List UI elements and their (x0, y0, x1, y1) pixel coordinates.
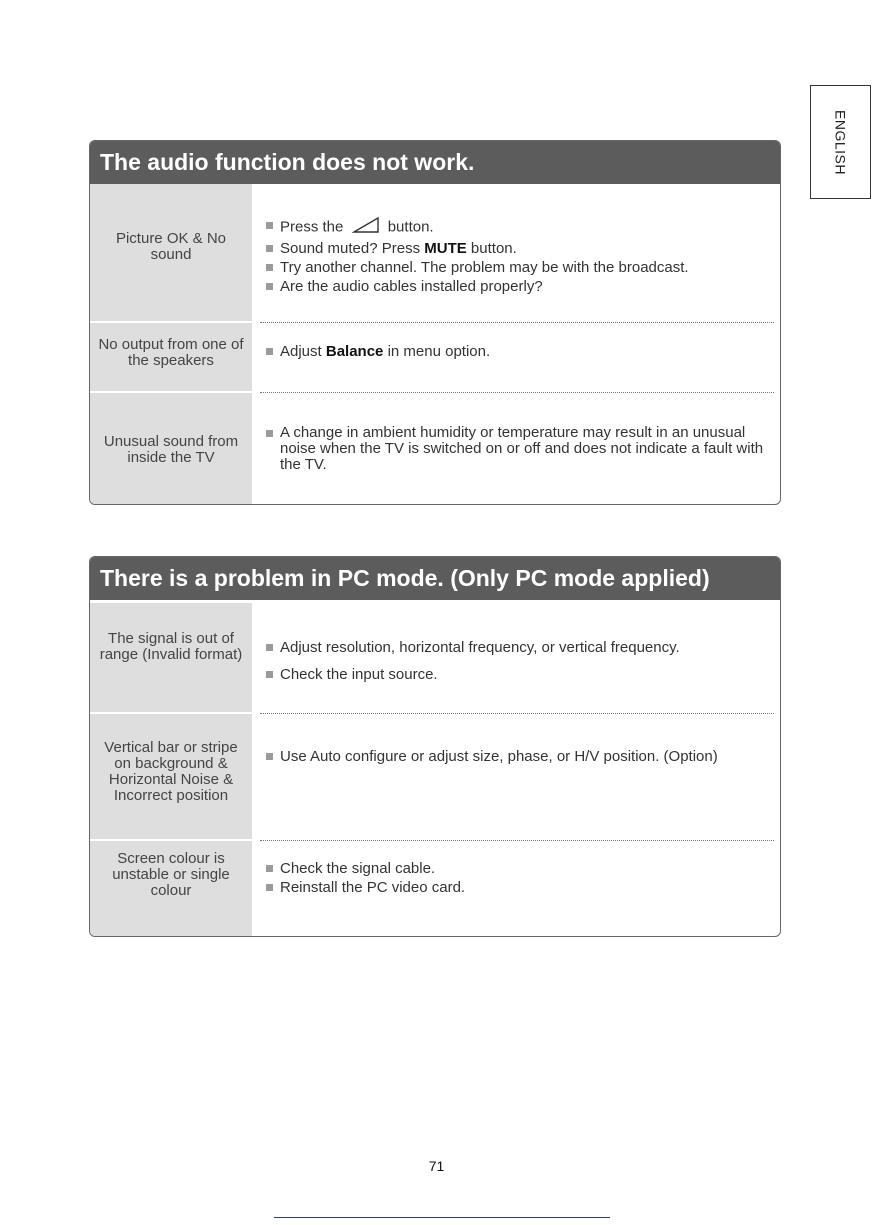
solution-list (266, 425, 774, 473)
solution-list (266, 216, 774, 296)
bullet-icon (266, 283, 273, 290)
bullet-icon (266, 753, 273, 760)
troubleshoot-row (90, 603, 780, 712)
bullet-icon (266, 865, 273, 872)
solution-list (266, 747, 774, 766)
list-item: Adjust resolution, horizontal frequency, or vertical frequency. (266, 634, 774, 661)
list-item: Try another channel. The problem may be with the broadcast. (266, 258, 774, 277)
section-title: The audio function does not work. (90, 141, 780, 184)
list-item: Use Auto configure or adjust size, phase, or H/V position. (Option) (266, 747, 774, 766)
bullet-icon (266, 264, 273, 271)
problem-label: Vertical bar or stripe on background & Horizontal Noise & Incorrect position (90, 714, 252, 839)
section-title: There is a problem in PC mode. (Only PC mode applied) (90, 557, 780, 600)
troubleshoot-row (90, 323, 780, 391)
troubleshoot-row (90, 714, 780, 839)
bullet-icon (266, 644, 273, 651)
list-item: Check the signal cable. (266, 859, 774, 878)
problem-label: Screen colour is unstable or single colour (90, 841, 252, 937)
list-item: Press the button. (266, 216, 774, 239)
page-number: 71 (428, 1158, 445, 1174)
volume-icon (352, 216, 380, 239)
solution-list (266, 859, 774, 897)
solution-list (266, 634, 774, 688)
bullet-icon (266, 348, 273, 355)
footer-divider (274, 1217, 610, 1218)
problem-label: No output from one of the speakers (90, 323, 252, 391)
problem-label: Picture OK & No sound (90, 184, 252, 321)
troubleshoot-row (90, 393, 780, 505)
list-item: Are the audio cables installed properly? (266, 277, 774, 296)
language-tab-label: ENGLISH (832, 109, 849, 175)
bullet-icon (266, 671, 273, 678)
list-item: A change in ambient humidity or temperature may result in an unusual noise when the TV is switched on or off and does not indicate a fault with the TV. (266, 425, 774, 473)
list-item: Adjust Balance in menu option. (266, 342, 774, 361)
bullet-icon (266, 430, 273, 437)
problem-label: The signal is out of range (Invalid format) (90, 603, 252, 712)
bullet-icon (266, 245, 273, 252)
language-tab (810, 85, 871, 199)
troubleshoot-row (90, 184, 780, 321)
problem-label: Unusual sound from inside the TV (90, 393, 252, 505)
troubleshoot-row (90, 841, 780, 937)
list-item: Check the input source. (266, 661, 774, 688)
list-item: Sound muted? Press MUTE button. (266, 239, 774, 258)
solution-list (266, 342, 774, 361)
bullet-icon (266, 222, 273, 229)
bullet-icon (266, 884, 273, 891)
pc-mode-troubleshoot-section (89, 556, 781, 937)
audio-troubleshoot-section (89, 140, 781, 505)
list-item: Reinstall the PC video card. (266, 878, 774, 897)
